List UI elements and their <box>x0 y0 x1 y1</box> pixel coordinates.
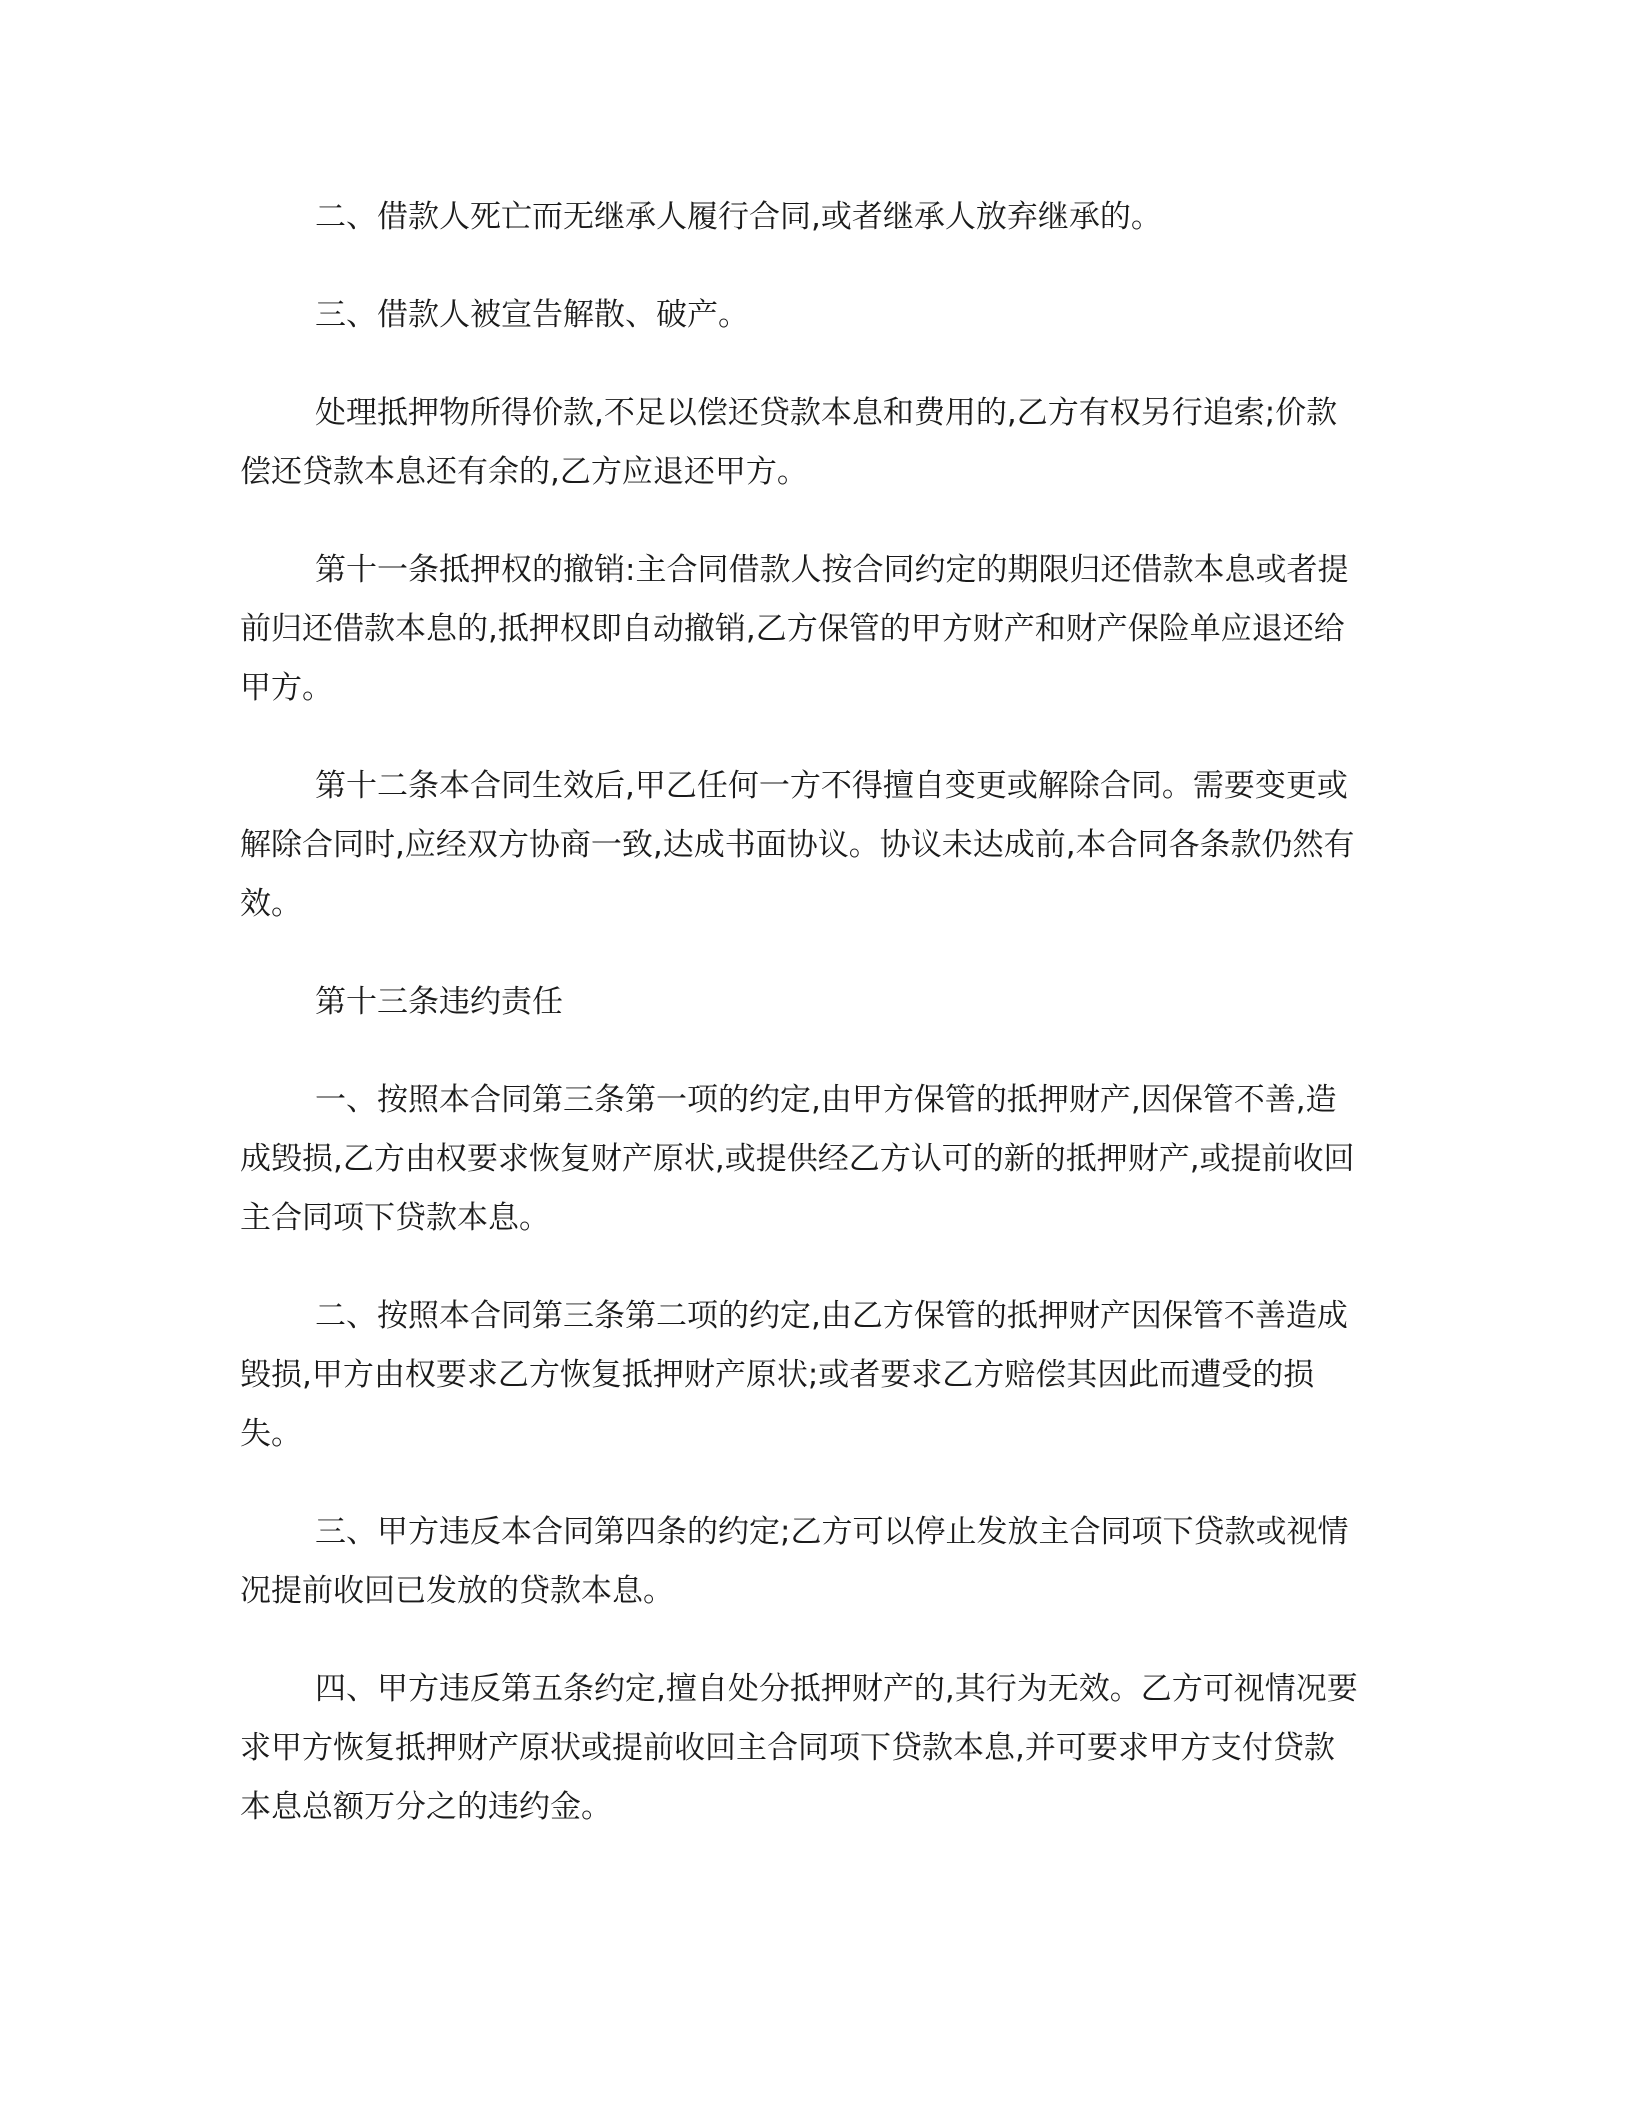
text-line: 第十三条违约责任 <box>315 984 563 1020</box>
text-line: 第十一条抵押权的撤销:主合同借款人按合同约定的期限归还借款本息或者提 <box>315 552 1349 588</box>
paragraph-proceeds <box>240 384 1392 502</box>
paragraph-article-12 <box>240 757 1392 934</box>
paragraph-article-11 <box>240 541 1392 718</box>
text-line: 失。 <box>240 1416 302 1452</box>
paragraph-liability-4 <box>240 1660 1392 1837</box>
paragraph-liability-3 <box>240 1503 1392 1621</box>
text-line: 本息总额万分之的违约金。 <box>240 1789 612 1825</box>
text-line: 况提前收回已发放的贷款本息。 <box>240 1573 674 1609</box>
text-line: 第十二条本合同生效后,甲乙任何一方不得擅自变更或解除合同。需要变更或 <box>315 768 1348 804</box>
text-line: 二、按照本合同第三条第二项的约定,由乙方保管的抵押财产因保管不善造成 <box>315 1298 1348 1334</box>
text-line: 偿还贷款本息还有余的,乙方应退还甲方。 <box>240 454 808 490</box>
text-line: 效。 <box>240 886 302 922</box>
paragraph-liability-2 <box>240 1287 1392 1464</box>
text-line: 三、甲方违反本合同第四条的约定;乙方可以停止发放主合同项下贷款或视情 <box>315 1514 1349 1550</box>
text-line: 处理抵押物所得价款,不足以偿还贷款本息和费用的,乙方有权另行追索;价款 <box>315 395 1338 431</box>
text-line: 求甲方恢复抵押财产原状或提前收回主合同项下贷款本息,并可要求甲方支付贷款 <box>240 1730 1335 1766</box>
text-line: 二、借款人死亡而无继承人履行合同,或者继承人放弃继承的。 <box>315 199 1162 235</box>
text-line: 主合同项下贷款本息。 <box>240 1200 550 1236</box>
paragraph-clause-3-bankruptcy <box>240 286 1392 345</box>
text-line: 成毁损,乙方由权要求恢复财产原状,或提供经乙方认可的新的抵押财产,或提前收回 <box>240 1141 1355 1177</box>
text-line: 一、按照本合同第三条第一项的约定,由甲方保管的抵押财产,因保管不善,造 <box>315 1082 1337 1118</box>
paragraph-liability-1 <box>240 1071 1392 1248</box>
text-line: 甲方。 <box>240 670 333 706</box>
paragraph-clause-2-death <box>240 188 1392 247</box>
text-line: 毁损,甲方由权要求乙方恢复抵押财产原状;或者要求乙方赔偿其因此而遭受的损 <box>240 1357 1315 1393</box>
text-line: 前归还借款本息的,抵押权即自动撤销,乙方保管的甲方财产和财产保险单应退还给 <box>240 611 1345 647</box>
document-body <box>240 188 1392 1876</box>
text-line: 四、甲方违反第五条约定,擅自处分抵押财产的,其行为无效。乙方可视情况要 <box>315 1671 1358 1707</box>
text-line: 解除合同时,应经双方协商一致,达成书面协议。协议未达成前,本合同各条款仍然有 <box>240 827 1355 863</box>
text-line: 三、借款人被宣告解散、破产。 <box>315 297 749 333</box>
paragraph-article-13-heading <box>240 973 1392 1032</box>
